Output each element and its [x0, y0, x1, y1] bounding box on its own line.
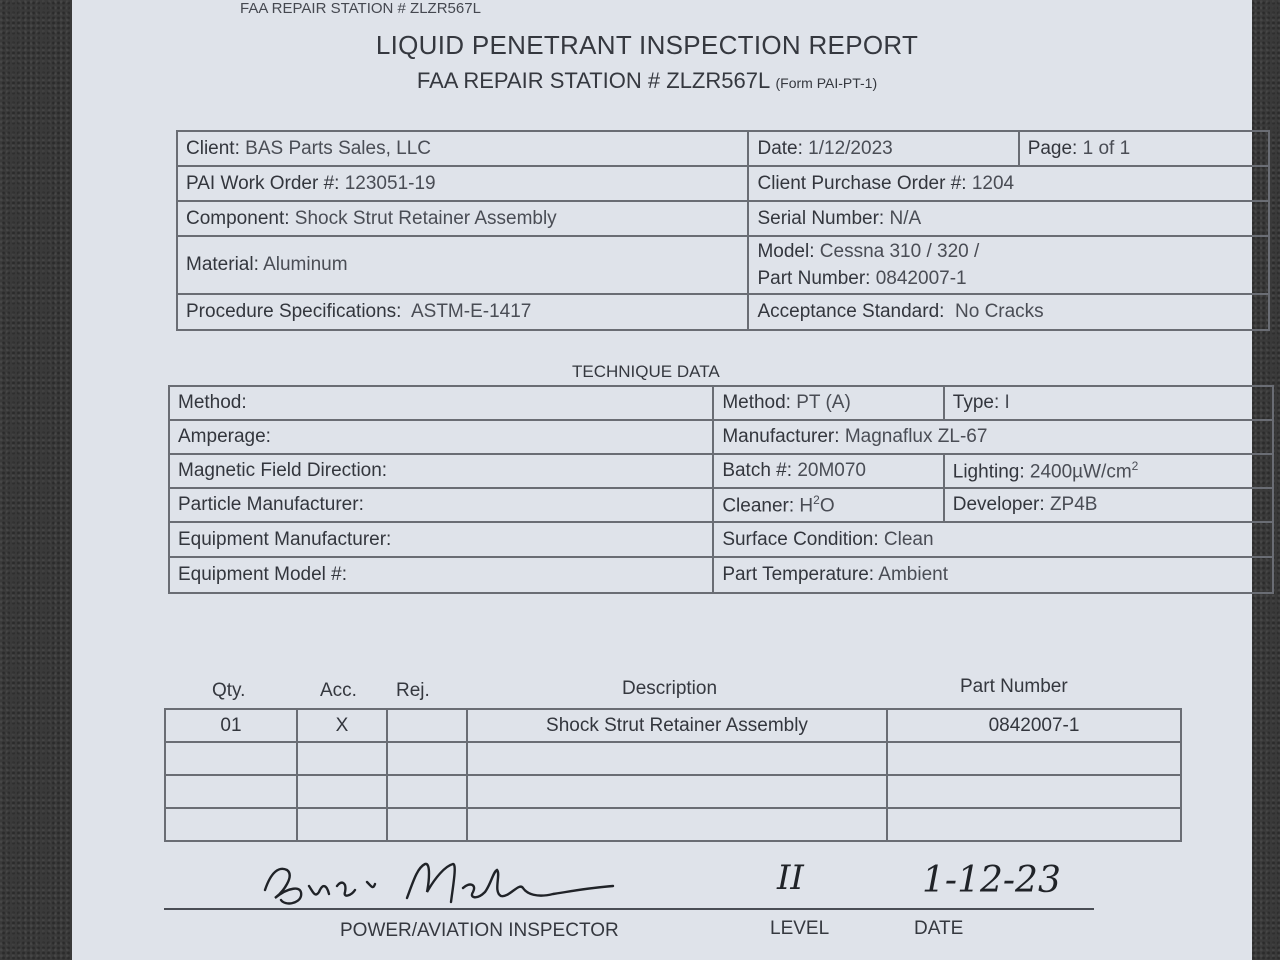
- serial-cell: Serial Number: N/A: [748, 201, 1269, 236]
- part-number-header: Part Number: [960, 676, 1068, 697]
- mag-field-cell: Magnetic Field Direction:: [169, 454, 713, 488]
- parts-cell-qty: 01: [165, 709, 297, 742]
- method-cell: Method: PT (A): [713, 386, 943, 420]
- parts-cell-qty: [165, 808, 297, 841]
- report-page: [72, 0, 1252, 960]
- parts-cell-qty: [165, 742, 297, 775]
- page-cell: Page: 1 of 1: [1019, 131, 1269, 166]
- subtitle-text: FAA REPAIR STATION # ZLZR567L: [416, 68, 770, 93]
- report-subtitle: [72, 68, 1222, 94]
- client-cell: Client: BAS Parts Sales, LLC: [177, 131, 748, 166]
- table-row: [165, 775, 1181, 808]
- rej-header: Rej.: [396, 680, 430, 701]
- parts-cell-desc: [467, 742, 887, 775]
- table-row: [165, 709, 1181, 742]
- component-cell: Component: Shock Strut Retainer Assembly: [177, 201, 748, 236]
- table-row: [177, 236, 1269, 294]
- parts-table: [164, 708, 1182, 842]
- table-row: [169, 488, 1273, 522]
- table-row: [165, 808, 1181, 841]
- temperature-cell: Part Temperature: Ambient: [713, 557, 1273, 593]
- amperage-cell: Amperage:: [169, 420, 713, 454]
- parts-cell-desc: [467, 808, 887, 841]
- level-value: II: [777, 858, 804, 898]
- work-order-cell: PAI Work Order #: 123051-19: [177, 166, 748, 201]
- table-row: [169, 557, 1273, 593]
- date-label: DATE: [914, 918, 964, 939]
- parts-cell-desc: [467, 775, 887, 808]
- report-title: LIQUID PENETRANT INSPECTION REPORT: [375, 30, 919, 60]
- date-cell: Date: 1/12/2023: [748, 131, 1018, 166]
- method-left-cell: Method:: [169, 386, 713, 420]
- surface-cell: Surface Condition: Clean: [713, 522, 1273, 557]
- parts-cell-rej: [387, 742, 467, 775]
- table-row: [169, 522, 1273, 557]
- table-row: [169, 454, 1273, 488]
- parts-cell-acc: [297, 742, 387, 775]
- parts-cell-acc: X: [297, 709, 387, 742]
- acc-header: Acc.: [320, 680, 357, 701]
- manufacturer-cell: Manufacturer: Magnaflux ZL-67: [713, 420, 1273, 454]
- parts-cell-acc: [297, 775, 387, 808]
- parts-cell-rej: [387, 709, 467, 742]
- type-cell: Type: I: [944, 386, 1273, 420]
- header-small: FAA REPAIR STATION # ZLZR567L: [240, 0, 481, 17]
- acceptance-cell: Acceptance Standard: No Cracks: [748, 294, 1269, 330]
- parts-cell-rej: [387, 808, 467, 841]
- info-table: [176, 130, 1270, 331]
- inspector-label: POWER/AVIATION INSPECTOR: [340, 920, 619, 941]
- qty-header: Qty.: [212, 680, 246, 701]
- purchase-order-cell: Client Purchase Order #: 1204: [748, 166, 1269, 201]
- form-number: (Form PAI-PT-1): [775, 75, 878, 91]
- table-row: [169, 386, 1273, 420]
- table-row: [177, 201, 1269, 236]
- parts-cell-acc: [297, 808, 387, 841]
- table-row: [169, 420, 1273, 454]
- parts-cell-part: [887, 775, 1181, 808]
- signature-line: [164, 908, 1094, 910]
- table-row: [177, 131, 1269, 166]
- description-header: Description: [622, 678, 718, 699]
- batch-cell: Batch #: 20M070: [713, 454, 943, 488]
- parts-cell-desc: Shock Strut Retainer Assembly: [467, 709, 887, 742]
- date-value: 1-12-23: [922, 860, 1061, 901]
- cleaner-cell: Cleaner: $H^2O$: [713, 488, 943, 522]
- parts-cell-rej: [387, 775, 467, 808]
- model-cell: Model: Cessna 310 / 320 / Part Number: 0842007-1: [748, 236, 1269, 294]
- parts-cell-qty: [165, 775, 297, 808]
- particle-cell: Particle Manufacturer:: [169, 488, 713, 522]
- technique-title: TECHNIQUE DATA: [572, 362, 720, 381]
- parts-cell-part: [887, 808, 1181, 841]
- level-label: LEVEL: [770, 918, 830, 939]
- equipment-model-cell: Equipment Model #:: [169, 557, 713, 593]
- parts-cell-part: [887, 742, 1181, 775]
- table-row: [177, 166, 1269, 201]
- table-row: [165, 742, 1181, 775]
- table-row: [177, 294, 1269, 330]
- material-cell: Material: Aluminum: [177, 236, 748, 294]
- technique-table: [168, 385, 1274, 594]
- developer-cell: Developer: ZP4B: [944, 488, 1273, 522]
- lighting-cell: Lighting: $2400\mu W/cm^2$: [944, 454, 1273, 488]
- equipment-manufacturer-cell: Equipment Manufacturer:: [169, 522, 713, 557]
- parts-cell-part: 0842007-1: [887, 709, 1181, 742]
- procedure-cell: Procedure Specifications: ASTM-E-1417: [177, 294, 748, 330]
- inspector-signature: [257, 852, 677, 916]
